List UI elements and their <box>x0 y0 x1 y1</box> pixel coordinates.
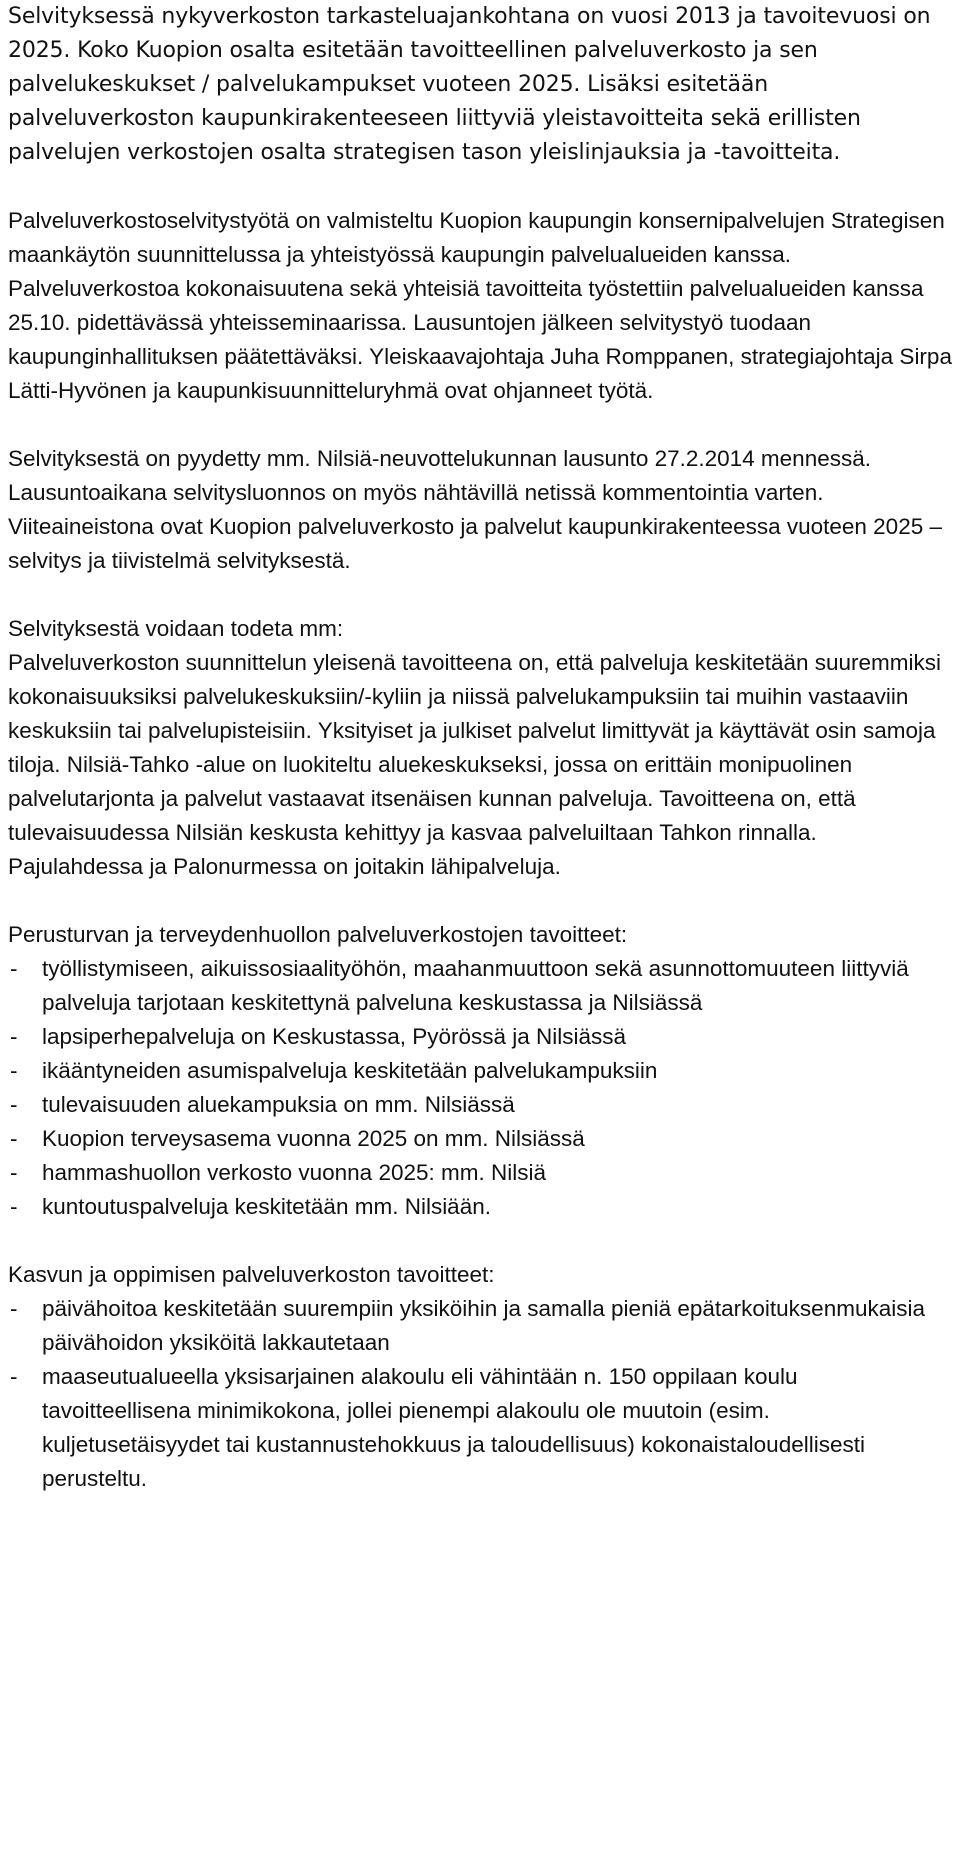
list-item <box>8 1156 952 1190</box>
paragraph-gap <box>8 884 952 918</box>
list-item <box>8 1360 952 1496</box>
dash-bullet: - <box>10 1092 18 1117</box>
list-item <box>8 1190 952 1224</box>
preparation-paragraph: Palveluverkostoselvitystyötä on valmisteltu Kuopion kaupungin konsernipalvelujen Strategisen maankäytön suunnittelussa ja yhteistyössä kaupungin palvelualueiden kanssa. Palveluverkostoa kokonaisuutena sekä yhteisiä tavoitteita työstettiin palvelualueiden kanssa 25.10. pidettävässä yhteisseminaarissa. Lausuntojen jälkeen selvitystyö tuodaan kaupunginhallituksen päätettäväksi. Yleiskaavajohtaja Juha Romppanen, strategiajohtaja Sirpa Lätti-Hyvönen ja kaupunkisuunnitteluryhmä ovat ohjanneet työtä. <box>8 208 952 403</box>
intro-paragraph: Selvityksessä nykyverkoston tarkasteluajankohtana on vuosi 2013 ja tavoitevuosi on 2025. Koko Kuopion osalta esitetään tavoitteellinen palveluverkosto ja sen palvelukeskukset / palvelukampukset vuoteen 2025. Lisäksi esitetään palveluverkoston kaupunkirakenteeseen liittyviä yleistavoitteita sekä erillisten palvelujen verkostojen osalta strategisen tason yleislinjauksia ja -tavoitteita. <box>8 4 931 165</box>
growth-heading: Kasvun ja oppimisen palveluverkoston tavoitteet: <box>8 1262 495 1287</box>
list-item <box>8 1292 952 1360</box>
findings-heading: Selvityksestä voidaan todeta mm: <box>8 616 344 641</box>
dash-bullet: - <box>10 956 18 981</box>
list-item-text: päivähoitoa keskitetään suurempiin yksiköihin ja samalla pieniä epätarkoituksenmukaisia päivähoidon yksiköitä lakkautetaan <box>42 1296 925 1355</box>
list-item <box>8 1088 952 1122</box>
dash-bullet: - <box>10 1024 18 1049</box>
dash-bullet: - <box>10 1160 18 1185</box>
dash-bullet: - <box>10 1058 18 1083</box>
list-item-text: lapsiperhepalveluja on Keskustassa, Pyörössä ja Nilsiässä <box>42 1024 627 1049</box>
list-item-text: tulevaisuuden aluekampuksia on mm. Nilsiässä <box>42 1092 515 1117</box>
list-item <box>8 1122 952 1156</box>
document-body <box>8 204 952 1496</box>
dash-bullet: - <box>10 1364 18 1389</box>
list-item-text: työllistymiseen, aikuissosiaalityöhön, maahanmuuttoon sekä asunnottomuuteen liittyviä palveluja tarjotaan keskitettynä palveluna keskustassa ja Nilsiässä <box>42 956 909 1015</box>
list-item-text: maaseutualueella yksisarjainen alakoulu eli vähintään n. 150 oppilaan koulu tavoitteellisena minimikokona, jollei pienempi alakoulu ole muutoin (esim. kuljetusetäisyydet tai kustannustehokkuus ja taloudellisuus) kokonaistaloudellisesti perusteltu. <box>42 1364 865 1491</box>
list-item-text: hammashuollon verkosto vuonna 2025: mm. Nilsiä <box>42 1160 546 1185</box>
list-item-text: Kuopion terveysasema vuonna 2025 on mm. Nilsiässä <box>42 1126 585 1151</box>
list-item <box>8 952 952 1020</box>
paragraph-gap <box>8 1224 952 1258</box>
dash-bullet: - <box>10 1126 18 1151</box>
statement-paragraph: Selvityksestä on pyydetty mm. Nilsiä-neuvottelukunnan lausunto 27.2.2014 mennessä. Lausuntoaikana selvitysluonnos on myös nähtävillä netissä kommentointia varten. Viiteaineistona ovat Kuopion palveluverkosto ja palvelut kaupunkirakenteessa vuoteen 2025 – selvitys ja tiivistelmä selvityksestä. <box>8 446 942 573</box>
list-item-text: kuntoutuspalveluja keskitetään mm. Nilsiään. <box>42 1194 491 1219</box>
dash-bullet: - <box>10 1194 18 1219</box>
paragraph-gap <box>8 578 952 612</box>
dash-bullet: - <box>10 1296 18 1321</box>
list-item <box>8 1020 952 1054</box>
paragraph-gap <box>8 408 952 442</box>
findings-paragraph: Palveluverkoston suunnittelun yleisenä tavoitteena on, että palveluja keskitetään suuremmiksi kokonaisuuksiksi palvelukeskuksiin/-kyliin ja niissä palvelukampuksiin tai muihin vastaaviin keskuksiin tai palvelupisteisiin. Yksityiset ja julkiset palvelut limittyvät ja käyttävät osin samoja tiloja. Nilsiä-Tahko -alue on luokiteltu aluekeskukseksi, jossa on erittäin monipuolinen palvelutarjonta ja palvelut vastaavat itsenäisen kunnan palveluja. Tavoitteena on, että tulevaisuudessa Nilsiän keskusta kehittyy ja kasvaa palveluiltaan Tahkon rinnalla. Pajulahdessa ja Palonurmessa on joitakin lähipalveluja. <box>8 650 942 879</box>
list-item <box>8 1054 952 1088</box>
basic-care-list <box>8 952 952 1224</box>
paragraph-gap <box>8 170 952 204</box>
document-page <box>8 0 952 1496</box>
basic-care-heading: Perusturvan ja terveydenhuollon palveluverkostojen tavoitteet: <box>8 922 628 947</box>
list-item-text: ikääntyneiden asumispalveluja keskitetään palvelukampuksiin <box>42 1058 658 1083</box>
growth-list <box>8 1292 952 1496</box>
